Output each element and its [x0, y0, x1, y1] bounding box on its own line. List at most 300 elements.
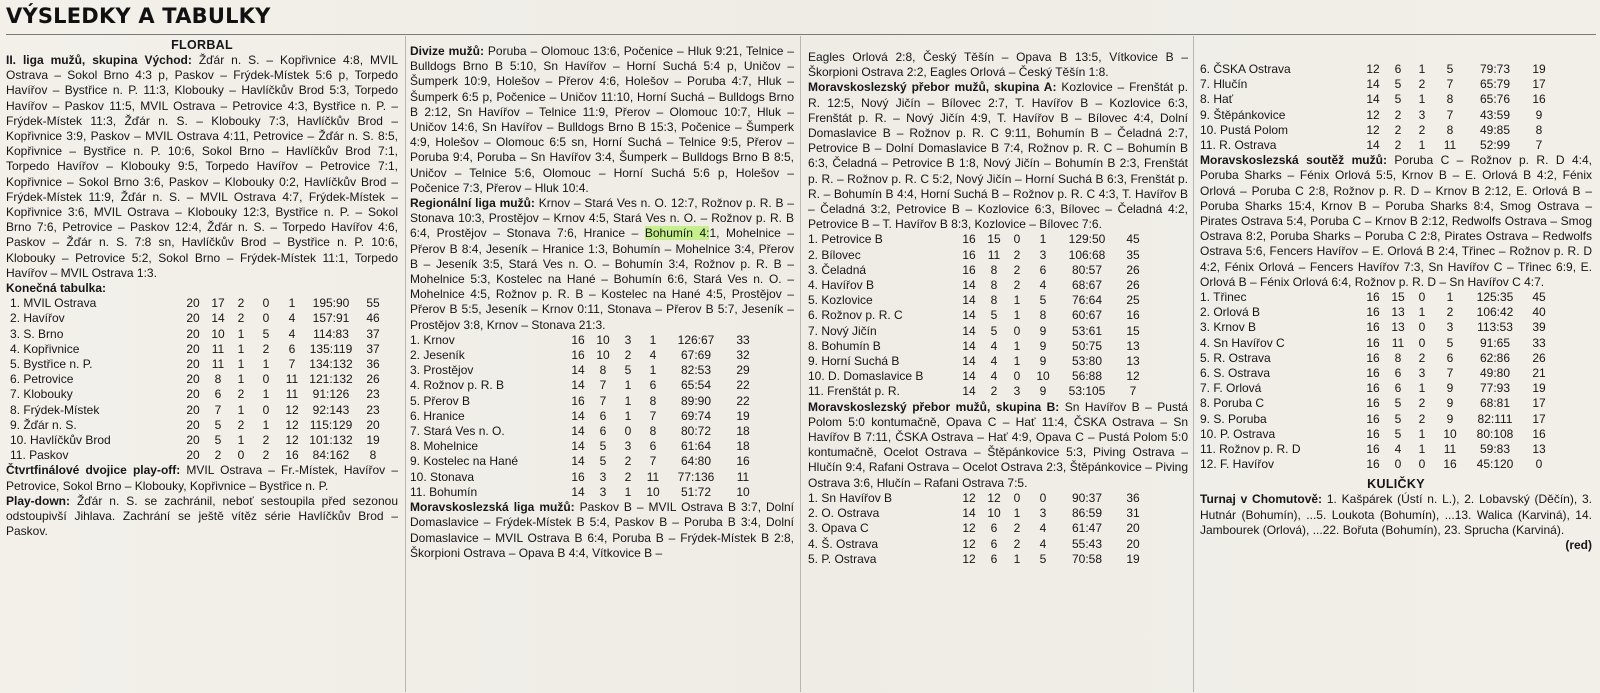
- stat-cell: 23: [366, 387, 380, 402]
- stat-cell: 16: [962, 247, 976, 262]
- stat-cell: 89:90: [680, 393, 712, 408]
- stat-cell: 56:88: [1071, 369, 1103, 384]
- stat-cell: 5: [214, 433, 222, 448]
- stat-cell: 8: [1535, 122, 1543, 137]
- stat-cell: 4: [1039, 278, 1047, 293]
- table-row: [410, 409, 760, 424]
- stat-cell: 20: [186, 296, 200, 311]
- stat-cell: 14: [962, 293, 976, 308]
- stat-cell: 13: [1126, 338, 1140, 353]
- stat-cell: 8: [1394, 350, 1402, 365]
- stat-cell: 64:80: [680, 454, 712, 469]
- stat-cell: 16: [1366, 335, 1380, 350]
- stat-cell: 14: [1366, 77, 1380, 92]
- stat-cell: 10: [646, 484, 660, 499]
- stat-cell: 12: [962, 551, 976, 566]
- stat-cell: 2: [237, 296, 245, 311]
- table-row: [10, 418, 388, 433]
- stat-cell: 16: [1532, 92, 1546, 107]
- stat-cell: 3: [1418, 366, 1426, 381]
- stat-cell: 7: [1129, 384, 1137, 399]
- stat-cell: 2: [1013, 247, 1021, 262]
- team-name-cell: 9. Kostelec na Hané: [410, 454, 519, 469]
- msl-continued: Eagles Orlová 2:8, Český Těšín – Opava B 13:5, Vítkovice B – Škorpioni Ostrava 2:2, Eagles Orlová – Český Těšín 1:8.: [808, 50, 1188, 80]
- stat-cell: 19: [736, 408, 750, 423]
- stat-cell: 16: [1366, 305, 1380, 320]
- stat-cell: 53:105: [1068, 384, 1106, 399]
- standings-table: [808, 232, 1150, 399]
- stat-cell: 2: [237, 417, 245, 432]
- author-signature: (red): [1565, 538, 1592, 553]
- team-name-cell: 8. Frýdek-Místek: [10, 402, 100, 417]
- stat-cell: 1: [237, 402, 245, 417]
- team-name-cell: 5. Přerov B: [410, 393, 471, 408]
- stat-cell: 12: [987, 490, 1001, 505]
- table-row: [1200, 381, 1554, 396]
- stat-cell: 0: [262, 296, 270, 311]
- team-name-cell: 11. Bohumín: [410, 484, 478, 499]
- stat-cell: 5: [1394, 77, 1402, 92]
- stat-cell: 36: [366, 357, 380, 372]
- stat-cell: 59:83: [1479, 442, 1511, 457]
- stat-cell: 121:132: [309, 372, 353, 387]
- team-name-cell: 3. S. Brno: [10, 326, 64, 341]
- stat-cell: 15: [1391, 290, 1405, 305]
- stat-cell: 0: [237, 448, 245, 463]
- stat-cell: 195:90: [312, 296, 350, 311]
- table-label: [6, 281, 398, 296]
- liga-text: Žďár n. S. – Kopřivnice 4:8, MVIL Ostrava – Sokol Brno 4:3 p, Paskov – Frýdek-Místek 5:6 p, Torpedo Havířov – Bystřice n. P. 11:3, Klobouky – Havlíčkův Brod 5:3, Torpedo Havířov – Paskov 11:5, MVIL Ostrava – Petrovice 4:3, Bystřice n. P. – Frýdek-Místek 11:3, Žďár n. S. – Klobouky 7:3, Havlíčkův Brod – Kopřivnice 3:9, Paskov – MVIL Ostrava 4:11, Petrovice – Žďár n. S. 8:5, Kopřivnice – Bystřice n. P. 10:6, Sokol Brno – Havlíčkův Brod 7:1, Torpedo Havířov – Klobouky 9:5, Torpedo Havířov – Petrovice 7:1, Kopřivnice – Sokol Brno 3:6, Paskov – Klobouky 0:2, Havlíčkův Brod – Frýdek-Místek 11:9, Žďár n. S. – MVIL Ostrava 4:7, Frýdek-Místek – Kopřivnice 3:6, MVIL Ostrava – Klobouky 12:3, Bystřice n. P. – Sokol Brno 7:6, Petrovice – Paskov 12:4, Žďár n. S. – Torpedo Havířov 4:6, Paskov – Žďár n. S. 7:8 sn, Havlíčkův Brod – Bystřice n. P. 10:6, Klobouky – Petrovice 5:2, Sokol Brno – Frýdek-Místek 11:1, Torpedo Havířov – MVIL Ostrava 1:3.: [6, 53, 398, 280]
- stat-cell: 26: [1532, 350, 1546, 365]
- stat-cell: 20: [186, 326, 200, 341]
- team-name-cell: 10. Stonava: [410, 469, 475, 484]
- stat-cell: 20: [1126, 521, 1140, 536]
- stat-cell: 20: [1126, 536, 1140, 551]
- stat-cell: 9: [1446, 381, 1454, 396]
- stat-cell: 16: [962, 232, 976, 247]
- table-row: [1200, 396, 1554, 411]
- stat-cell: 79:73: [1479, 62, 1511, 76]
- stat-cell: 1: [1013, 293, 1021, 308]
- team-name-cell: 11. R. Ostrava: [1200, 138, 1277, 153]
- stat-cell: 4: [288, 326, 296, 341]
- team-name-cell: 10. Havlíčkův Brod: [10, 433, 111, 448]
- stat-cell: 1: [262, 357, 270, 372]
- table-row: [808, 506, 1150, 521]
- stat-cell: 0: [262, 402, 270, 417]
- playoff-label: Čtvrtfinálové dvojice play-off:: [6, 463, 181, 478]
- stat-cell: 114:83: [313, 326, 349, 341]
- stat-cell: 3: [624, 332, 632, 347]
- liga-label: II. liga mužů, skupina Východ:: [6, 53, 192, 67]
- team-name-cell: 3. Opava C: [808, 521, 869, 536]
- stat-cell: 68:67: [1071, 278, 1103, 293]
- stat-cell: 12: [1366, 122, 1380, 137]
- team-name-cell: 4. Sn Havířov C: [1200, 335, 1285, 350]
- stat-cell: 0: [1039, 490, 1047, 505]
- stat-cell: 11: [1443, 442, 1457, 457]
- stat-cell: 9: [1446, 396, 1454, 411]
- page-title: VÝSLEDKY A TABULKY: [6, 4, 271, 28]
- stat-cell: 14: [962, 278, 976, 293]
- stat-cell: 6: [214, 387, 222, 402]
- table-label-text: Konečná tabulka:: [6, 281, 107, 296]
- stat-cell: 2: [1418, 350, 1426, 365]
- section-header-florbal: FLORBAL: [171, 38, 233, 52]
- stat-cell: 2: [1013, 262, 1021, 277]
- stat-cell: 16: [736, 454, 750, 469]
- stat-cell: 3: [599, 484, 607, 499]
- stat-cell: 1: [1039, 232, 1047, 247]
- table-row: [410, 439, 760, 454]
- team-name-cell: 9. Štěpánkovice: [1200, 107, 1286, 122]
- stat-cell: 6: [288, 341, 296, 356]
- team-name-cell: 10. Pustá Polom: [1200, 122, 1289, 137]
- column-3: [808, 50, 1188, 567]
- playoff-text: MVIL Ostrava – Fr.-Místek, Havířov – Petrovice, Sokol Brno – Klobouky, Kopřivnice – Bystřice n. P.: [6, 463, 398, 493]
- stat-cell: 0: [1013, 323, 1021, 338]
- stat-cell: 10: [1036, 369, 1050, 384]
- column-separator: [800, 36, 801, 692]
- table-row: [1200, 62, 1554, 77]
- stat-cell: 45: [1126, 232, 1140, 247]
- stat-cell: 8: [214, 372, 222, 387]
- stat-cell: 157:91: [312, 311, 350, 326]
- stat-cell: 7: [1446, 77, 1454, 92]
- stat-cell: 1: [262, 417, 270, 432]
- table-row: [808, 308, 1150, 323]
- turnaj-text: 1. Kašpárek (Ústí n. L.), 2. Lobavský (Děčín), 3. Hutnár (Bohumín), ...5. Loukota (Bohumín), ...13. Walica (Karviná), 14. Jambourek (Orlová), ...22. Bořuta (Bohumín), 23. Sprucha (Karviná).: [1200, 492, 1592, 537]
- stat-cell: 16: [1366, 381, 1380, 396]
- stat-cell: 1: [237, 433, 245, 448]
- stat-cell: 0: [1418, 457, 1426, 472]
- stat-cell: 61:64: [680, 439, 712, 454]
- stat-cell: 6: [990, 521, 998, 536]
- table-row: [410, 424, 760, 439]
- table-row: [10, 327, 388, 342]
- regional-label: Regionální liga mužů:: [410, 196, 535, 211]
- team-name-cell: 6. Hranice: [410, 408, 465, 423]
- standings-table: [1200, 290, 1554, 472]
- stat-cell: 126:67: [677, 332, 715, 347]
- table-row: [1200, 290, 1554, 305]
- stat-cell: 18: [736, 424, 750, 439]
- stat-cell: 32: [736, 348, 750, 363]
- team-name-cell: 3. Čeladná: [808, 262, 867, 277]
- stat-cell: 2: [262, 341, 270, 356]
- team-name-cell: 11. Frenštát p. R.: [808, 384, 900, 399]
- highlighted-result: Bohumín 4:: [644, 226, 710, 241]
- column-separator: [405, 36, 406, 692]
- team-name-cell: 11. Paskov: [10, 448, 69, 463]
- stat-cell: 19: [1532, 62, 1546, 76]
- stat-cell: 11: [1443, 138, 1457, 153]
- stat-cell: 6: [990, 551, 998, 566]
- stat-cell: 16: [1366, 426, 1380, 441]
- stat-cell: 0: [1013, 490, 1021, 505]
- stat-cell: 11: [646, 469, 660, 484]
- stat-cell: 17: [1532, 77, 1546, 92]
- stat-cell: 43:59: [1479, 107, 1511, 122]
- stat-cell: 14: [571, 484, 585, 499]
- stat-cell: 14: [962, 308, 976, 323]
- stat-cell: 37: [366, 341, 380, 356]
- stat-cell: 6: [649, 378, 657, 393]
- prebor-b-text: Sn Havířov B – Pustá Polom 5:0 kontumačně, Opava C – Hať 11:4, ČSKA Ostrava – Sn Havířov B 7:11, ČSKA Ostrava – Hať 4:9, Opava C – Pustá Polom 5:0 kontumačně, Ocelot Ostrava – Štěpánkovice 5:3, Piving Ostrava – Hlučín 9:4, Rafani Ostrava – Ocelot Ostrava 2:3, Štěpánkovice – Piving Ostrava 3:6, Hlučín – Rafani Ostrava 7:5.: [808, 399, 1188, 490]
- stat-cell: 4: [1039, 536, 1047, 551]
- stat-cell: 1: [1418, 92, 1426, 107]
- stat-cell: 9: [1446, 411, 1454, 426]
- stat-cell: 101:132: [309, 433, 353, 448]
- stat-cell: 2: [1394, 107, 1402, 122]
- stat-cell: 13: [1532, 442, 1546, 457]
- stat-cell: 90:37: [1071, 490, 1103, 505]
- stat-cell: 80:108: [1476, 426, 1514, 441]
- column-4: [1200, 62, 1592, 553]
- team-name-cell: 2. O. Ostrava: [808, 506, 880, 521]
- stat-cell: 68:81: [1479, 396, 1511, 411]
- stat-cell: 5: [1039, 551, 1047, 566]
- stat-cell: 14: [571, 408, 585, 423]
- stat-cell: 8: [990, 293, 998, 308]
- playoff-pairs: [6, 463, 398, 493]
- stat-cell: 1: [1013, 354, 1021, 369]
- playdown-text: Žďár n. S. se zachránil, neboť sestoupila před sezonou odstoupivší Jihlava. Zachrání se ještě vítěz série Havlíčkův Brod – Paskov.: [6, 493, 398, 539]
- stat-cell: 19: [1126, 551, 1140, 566]
- stat-cell: 69:74: [680, 408, 712, 423]
- stat-cell: 19: [366, 433, 380, 448]
- regional-results: [410, 196, 794, 333]
- table-row: [1200, 351, 1554, 366]
- stat-cell: 46: [366, 311, 380, 326]
- stat-cell: 14: [571, 454, 585, 469]
- column-separator: [1193, 36, 1194, 692]
- stat-cell: 51:72: [680, 484, 712, 499]
- stat-cell: 115:129: [309, 417, 353, 432]
- stat-cell: 1: [649, 363, 657, 378]
- stat-cell: 16: [571, 393, 585, 408]
- table-row: [808, 354, 1150, 369]
- stat-cell: 16: [1366, 396, 1380, 411]
- team-name-cell: 12. F. Havířov: [1200, 457, 1275, 472]
- stat-cell: 4: [1394, 442, 1402, 457]
- stat-cell: 16: [962, 262, 976, 277]
- team-name-cell: 6. ČSKA Ostrava: [1200, 62, 1291, 76]
- stat-cell: 129:50: [1068, 232, 1106, 247]
- stat-cell: 1: [1418, 138, 1426, 153]
- stat-cell: 6: [1446, 350, 1454, 365]
- team-name-cell: 8. Bohumín B: [808, 338, 881, 353]
- team-name-cell: 7. F. Orlová: [1200, 381, 1262, 396]
- stat-cell: 1: [624, 484, 632, 499]
- stat-cell: 6: [599, 424, 607, 439]
- stat-cell: 17: [1532, 396, 1546, 411]
- stat-cell: 20: [186, 417, 200, 432]
- stat-cell: 16: [571, 469, 585, 484]
- stat-cell: 13: [1126, 354, 1140, 369]
- stat-cell: 20: [186, 311, 200, 326]
- team-name-cell: 1. Třinec: [1200, 290, 1247, 305]
- table-row: [808, 293, 1150, 308]
- stat-cell: 1: [288, 296, 296, 311]
- title-rule: [6, 34, 1596, 35]
- stat-cell: 134:132: [309, 357, 353, 372]
- stat-cell: 10: [736, 484, 750, 499]
- team-name-cell: 1. Sn Havířov B: [808, 490, 893, 505]
- stat-cell: 10: [1443, 426, 1457, 441]
- stat-cell: 5: [262, 326, 270, 341]
- stat-cell: 2: [1418, 411, 1426, 426]
- stat-cell: 3: [1013, 384, 1021, 399]
- section-header-kulicky: KULIČKY: [1367, 477, 1425, 492]
- stat-cell: 3: [624, 439, 632, 454]
- ms-label: Moravskoslezská soutěž mužů:: [1200, 153, 1387, 168]
- standings-table: [808, 491, 1150, 567]
- stat-cell: 12: [962, 490, 976, 505]
- stat-cell: 82:111: [1477, 411, 1513, 426]
- msl-text: Paskov B – MVIL Ostrava B 3:7, Dolní Domaslavice – Frýdek-Místek B 5:4, Paskov B – Poruba B 3:4, Dolní Domaslavice – MVIL Ostrava B 6:4, Poruba B – Frýdek-Místek B 2:8, Škorpioni Ostrava – Opava B 4:4, Vítkovice B –: [410, 500, 795, 560]
- stat-cell: 9: [1039, 354, 1047, 369]
- table-row: [10, 311, 388, 326]
- divize-results: [410, 44, 794, 196]
- stat-cell: 4: [990, 354, 998, 369]
- stat-cell: 8: [990, 278, 998, 293]
- stat-cell: 5: [599, 454, 607, 469]
- table-row: [410, 333, 760, 348]
- stat-cell: 7: [599, 378, 607, 393]
- table-row: [1200, 457, 1554, 472]
- stat-cell: 39: [1532, 320, 1546, 335]
- table-row: [1200, 77, 1554, 92]
- stat-cell: 25: [1126, 293, 1140, 308]
- regional-text-a: Krnov – Stará Ves n. O. 12:7, Rožnov p. R. B – Stonava 10:3, Prostějov – Krnov 4:5, Stará Ves n. O. – Rožnov p. R. B 6:4, Prostějov – Stonava 7:6, Hranice –: [410, 196, 794, 241]
- stat-cell: 12: [1366, 107, 1380, 122]
- team-name-cell: 1. MVIL Ostrava: [10, 296, 97, 311]
- stat-cell: 20: [186, 402, 200, 417]
- stat-cell: 8: [1039, 308, 1047, 323]
- stat-cell: 5: [214, 417, 222, 432]
- team-name-cell: 9. Žďár n. S.: [10, 417, 77, 432]
- table-row: [1200, 442, 1554, 457]
- stat-cell: 1: [262, 387, 270, 402]
- stat-cell: 1: [1013, 338, 1021, 353]
- stat-cell: 2: [1446, 305, 1454, 320]
- stat-cell: 1: [1013, 506, 1021, 521]
- stat-cell: 77:93: [1479, 381, 1511, 396]
- stat-cell: 0: [1394, 457, 1402, 472]
- table-row: [1200, 427, 1554, 442]
- stat-cell: 8: [1446, 122, 1454, 137]
- team-name-cell: 9. S. Poruba: [1200, 411, 1267, 426]
- msl-label: Moravskoslezská liga mužů:: [410, 500, 575, 515]
- stat-cell: 26: [366, 372, 380, 387]
- team-name-cell: 7. Klobouky: [10, 387, 73, 402]
- standings-table: [10, 296, 388, 463]
- stat-cell: 6: [1394, 366, 1402, 381]
- stat-cell: 0: [262, 372, 270, 387]
- stat-cell: 16: [1443, 457, 1457, 472]
- stat-cell: 8: [369, 448, 377, 463]
- table-row: [808, 248, 1150, 263]
- liga-results: [6, 53, 398, 281]
- stat-cell: 14: [962, 323, 976, 338]
- table-row: [10, 342, 388, 357]
- team-name-cell: 4. Havířov B: [808, 278, 875, 293]
- table-row: [808, 369, 1150, 384]
- stat-cell: 6: [1039, 262, 1047, 277]
- prebor-b-results: [808, 400, 1188, 491]
- stat-cell: 16: [1532, 426, 1546, 441]
- stat-cell: 23: [366, 402, 380, 417]
- stat-cell: 5: [1394, 396, 1402, 411]
- standings-table: [410, 333, 760, 500]
- stat-cell: 55: [366, 296, 380, 311]
- standings-table: [1200, 62, 1554, 153]
- stat-cell: 2: [1394, 138, 1402, 153]
- stat-cell: 10: [211, 326, 225, 341]
- stat-cell: 12: [285, 433, 299, 448]
- team-name-cell: 10. D. Domaslavice B: [808, 369, 924, 384]
- stat-cell: 20: [186, 448, 200, 463]
- stat-cell: 5: [1446, 335, 1454, 350]
- stat-cell: 16: [1366, 366, 1380, 381]
- stat-cell: 14: [211, 311, 225, 326]
- stat-cell: 12: [1366, 62, 1380, 76]
- stat-cell: 1: [237, 372, 245, 387]
- stat-cell: 13: [1391, 305, 1405, 320]
- playdown-label: Play-down:: [6, 493, 71, 508]
- team-name-cell: 7. Hlučín: [1200, 77, 1248, 92]
- stat-cell: 1: [237, 341, 245, 356]
- stat-cell: 6: [599, 408, 607, 423]
- stat-cell: 45: [1532, 290, 1546, 305]
- team-name-cell: 5. P. Ostrava: [808, 551, 877, 566]
- stat-cell: 16: [1366, 411, 1380, 426]
- table-row: [1200, 138, 1554, 153]
- stat-cell: 22: [736, 393, 750, 408]
- stat-cell: 2: [262, 433, 270, 448]
- stat-cell: 17: [1532, 411, 1546, 426]
- stat-cell: 14: [571, 363, 585, 378]
- team-name-cell: 1. Krnov: [410, 332, 455, 347]
- stat-cell: 1: [237, 357, 245, 372]
- stat-cell: 3: [1039, 247, 1047, 262]
- stat-cell: 13: [1391, 320, 1405, 335]
- stat-cell: 12: [285, 402, 299, 417]
- stat-cell: 65:79: [1479, 77, 1511, 92]
- team-name-cell: 4. Kopřivnice: [10, 341, 80, 356]
- stat-cell: 6: [1394, 381, 1402, 396]
- stat-cell: 80:72: [680, 424, 712, 439]
- table-row: [1200, 366, 1554, 381]
- stat-cell: 16: [1366, 290, 1380, 305]
- team-name-cell: 2. Havířov: [10, 311, 65, 326]
- table-row: [808, 324, 1150, 339]
- stat-cell: 2: [237, 311, 245, 326]
- table-row: [808, 521, 1150, 536]
- stat-cell: 6: [649, 439, 657, 454]
- stat-cell: 2: [237, 387, 245, 402]
- stat-cell: 7: [649, 408, 657, 423]
- stat-cell: 7: [1446, 107, 1454, 122]
- team-name-cell: 3. Krnov B: [1200, 320, 1257, 335]
- stat-cell: 60:67: [1071, 308, 1103, 323]
- stat-cell: 3: [599, 469, 607, 484]
- team-name-cell: 6. Rožnov p. R. C: [808, 308, 903, 323]
- msl-results: [410, 500, 794, 561]
- stat-cell: 14: [962, 384, 976, 399]
- stat-cell: 8: [649, 424, 657, 439]
